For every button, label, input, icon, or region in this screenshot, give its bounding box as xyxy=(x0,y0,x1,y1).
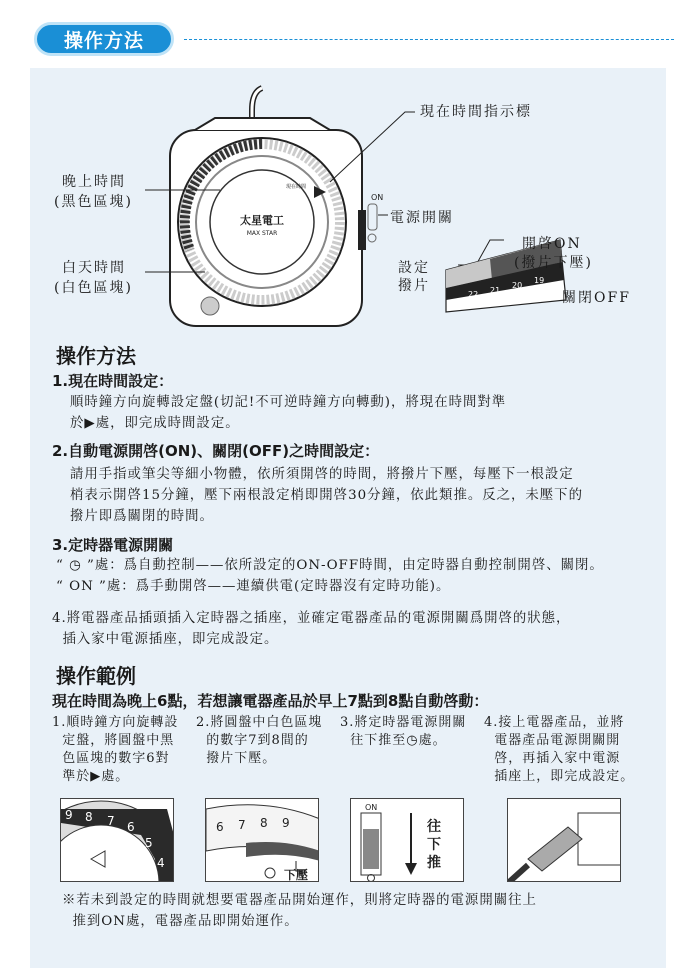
push-down-label: 往 xyxy=(427,819,441,835)
side-switch xyxy=(358,210,366,250)
push-down-label: 推 xyxy=(427,855,441,871)
step-2-heading: 2.自動電源開啓(ON)、關閉(OFF)之時間設定： xyxy=(52,442,380,460)
switch-on-label: ON xyxy=(371,193,384,202)
example-image-tabs xyxy=(205,798,319,882)
strip-number: 21 xyxy=(490,286,501,295)
instructions-title: 操作方法 xyxy=(56,344,136,368)
day-time-label: 白天時間 xyxy=(62,260,126,276)
open-on-note: (撥片下壓) xyxy=(514,255,593,271)
tab-number: 6 xyxy=(216,820,224,834)
example-step-1: 1.順時鐘方向旋轉設 定盤，將圓盤中黑 色區塊的數字6對 準於▶處。 xyxy=(52,715,179,784)
step-4-body: 4.將電器產品插頭插入定時器之插座，並確定電器產品的電源開關爲開啓的狀態， 插入家中電源插座，即完成設定。 xyxy=(52,611,571,647)
example-image-switch xyxy=(350,798,464,882)
example-image-plug xyxy=(507,798,621,882)
brand-name: 太星電工 xyxy=(240,214,284,227)
tab-number: 8 xyxy=(260,816,268,830)
strip-number: 19 xyxy=(534,276,545,285)
day-time-note: (白色區塊) xyxy=(54,280,133,296)
dial-number: 9 xyxy=(65,808,73,822)
current-time-marker-label: 現在時間指示標 xyxy=(420,104,532,120)
footnote: ※若未到設定的時間就想要電器產品開始運作，則將定時器的電源開關往上 推到ON處，電器產品即開始運作。 xyxy=(62,893,537,929)
strip-number: 20 xyxy=(512,281,523,290)
step-1-body: 順時鐘方向旋轉設定盤(切記!不可逆時鐘方向轉動)，將現在時間對準 於▶處，即完成時間設定。 xyxy=(70,395,507,431)
switch-on-text: ON xyxy=(365,803,378,812)
example-subtitle: 現在時間為晚上6點，若想讓電器產品於早上7點到8點自動啓動： xyxy=(52,692,489,710)
night-time-label: 晚上時間 xyxy=(62,174,126,190)
example-step-4: 4.接上電器產品，並將 電器產品電源開關開 啓，再插入家中電源 插座上，即完成設定。 xyxy=(484,715,635,784)
tab-number: 9 xyxy=(282,816,290,830)
press-label: 下壓 xyxy=(284,868,309,882)
set-tab-label: 設定 xyxy=(398,260,430,276)
close-off-label: 關閉OFF xyxy=(562,290,631,306)
example-step-3: 3.將定時器電源開關 往下推至◷處。 xyxy=(340,715,467,748)
push-down-label: 下 xyxy=(427,837,441,853)
section-header-title: 操作方法 xyxy=(34,22,174,56)
night-time-note: (黑色區塊) xyxy=(54,194,133,210)
step-1-heading: 1.現在時間設定： xyxy=(52,372,174,390)
example-image-dial xyxy=(60,798,174,882)
dial-number: 8 xyxy=(85,810,93,824)
set-tab-label-2: 撥片 xyxy=(398,278,430,294)
power-switch-label: 電源開關 xyxy=(390,210,454,226)
strip-number: 22 xyxy=(468,290,479,299)
example-step-2: 2.將圓盤中白色區塊 的數字7到8間的 撥片下壓。 xyxy=(196,715,323,766)
dial-number: 5 xyxy=(145,836,153,850)
clock-icon xyxy=(368,234,376,242)
step-3-auto: “ ◷ ”處：爲自動控制——依所設定的ON-OFF時間，由定時器自動控制開啓、關閉。 xyxy=(56,558,604,573)
step-3-manual: “ ON ”處：爲手動開啓——連續供電(定時器沒有定時功能)。 xyxy=(56,579,451,594)
reset-button xyxy=(201,297,219,315)
example-title: 操作範例 xyxy=(56,664,136,688)
step-2-body: 請用手指或筆尖等細小物體，依所須開啓的時間，將撥片下壓，每壓下一根設定 梢表示開啓15分鐘，壓下兩根設定梢即開啓30分鐘，依此類推。反之，未壓下的 撥片即爲關閉的時間。 xyxy=(70,467,583,524)
dial-number: 7 xyxy=(107,814,115,828)
brand-en: MAX STAR xyxy=(246,230,278,237)
tab-number: 7 xyxy=(238,818,246,832)
dial-hint: 現在時間 xyxy=(285,184,307,190)
dial-number: 6 xyxy=(127,820,135,834)
open-on-label: 開啓ON xyxy=(522,236,582,252)
step-3-heading: 3.定時器電源開關 xyxy=(52,536,174,554)
dial-number: 4 xyxy=(157,856,165,870)
